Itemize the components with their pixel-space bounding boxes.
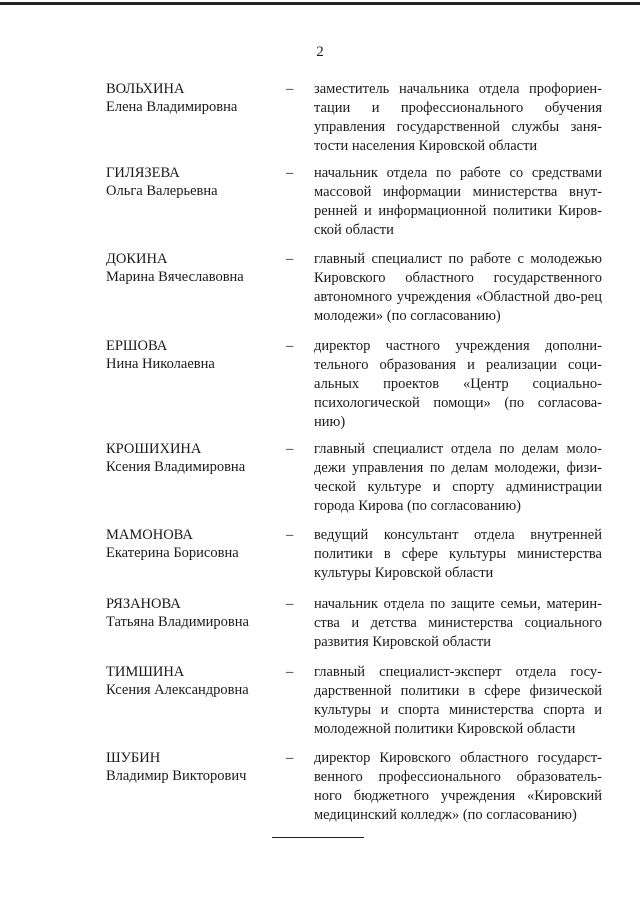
dash-separator: – (286, 81, 294, 97)
position-description: главный специалист по работе с молодежью Кировского областного государственного автономного учреждения «Областной дво-рец молодежи» (по согласованию) (314, 251, 602, 324)
position-description: директор частного учреждения дополни-тельного образования и реализации соци-альных проектов «Центр социально-психологической помощи» (по согласова-нию) (314, 338, 602, 430)
given-names: Нина Николаевна (106, 356, 215, 372)
given-names: Владимир Викторович (106, 768, 247, 784)
given-names: Екатерина Борисовна (106, 545, 239, 561)
surname: ТИМШИНА (106, 664, 185, 680)
dash-separator: – (286, 251, 294, 267)
given-names: Ольга Валерьевна (106, 183, 218, 199)
surname: ГИЛЯЗЕВА (106, 165, 180, 181)
person-name (106, 80, 276, 116)
person-name (106, 164, 276, 200)
given-names: Ксения Владимировна (106, 459, 246, 475)
dash-separator: – (286, 338, 294, 354)
dash-separator: – (286, 750, 294, 766)
person-name (106, 337, 276, 373)
position-description: ведущий консультант отдела внутренней политики в сфере культуры министерства культуры Кировской области (314, 527, 602, 581)
given-names: Елена Владимировна (106, 99, 238, 115)
surname: ВОЛЬХИНА (106, 81, 185, 97)
page-number: 2 (316, 44, 324, 60)
end-of-list-rule (272, 837, 364, 838)
surname: ШУБИН (106, 750, 161, 766)
person-name (106, 595, 276, 631)
person-name (106, 749, 276, 785)
top-border-rule (0, 2, 640, 5)
person-name (106, 526, 276, 562)
dash-separator: – (286, 165, 294, 181)
given-names: Марина Вячеславовна (106, 269, 244, 285)
surname: ЕРШОВА (106, 338, 168, 354)
person-name (106, 250, 276, 286)
person-name (106, 440, 276, 476)
position-description: главный специалист отдела по делам моло-дежи управления по делам молодежи, физи-ческой культуре и спорту администрации города Кирова (по согласованию) (314, 441, 602, 514)
dash-separator: – (286, 527, 294, 543)
position-description: начальник отдела по защите семьи, материн-ства и детства министерства социального развития Кировской области (314, 596, 602, 650)
dash-separator: – (286, 441, 294, 457)
dash-separator: – (286, 596, 294, 612)
position-description: начальник отдела по работе со средствами массовой информации министерства внут-ренней и информационной политики Киров-ской области (314, 165, 602, 238)
surname: МАМОНОВА (106, 527, 193, 543)
surname: КРОШИХИНА (106, 441, 202, 457)
person-name (106, 663, 276, 699)
surname: РЯЗАНОВА (106, 596, 181, 612)
position-description: директор Кировского областного государст-венного профессионального образователь-ного бюджетного учреждения «Кировский медицинский колледж» (по согласованию) (314, 750, 602, 823)
position-description: заместитель начальника отдела профориен-тации и профессионального обучения управления государственной службы заня-тости населения Кировской области (314, 81, 602, 154)
given-names: Ксения Александровна (106, 682, 249, 698)
surname: ДОКИНА (106, 251, 168, 267)
dash-separator: – (286, 664, 294, 680)
given-names: Татьяна Владимировна (106, 614, 249, 630)
position-description: главный специалист-эксперт отдела госу-дарственной политики в сфере физической культуры и спорта министерства спорта и молодежной политики Кировской области (314, 664, 602, 737)
